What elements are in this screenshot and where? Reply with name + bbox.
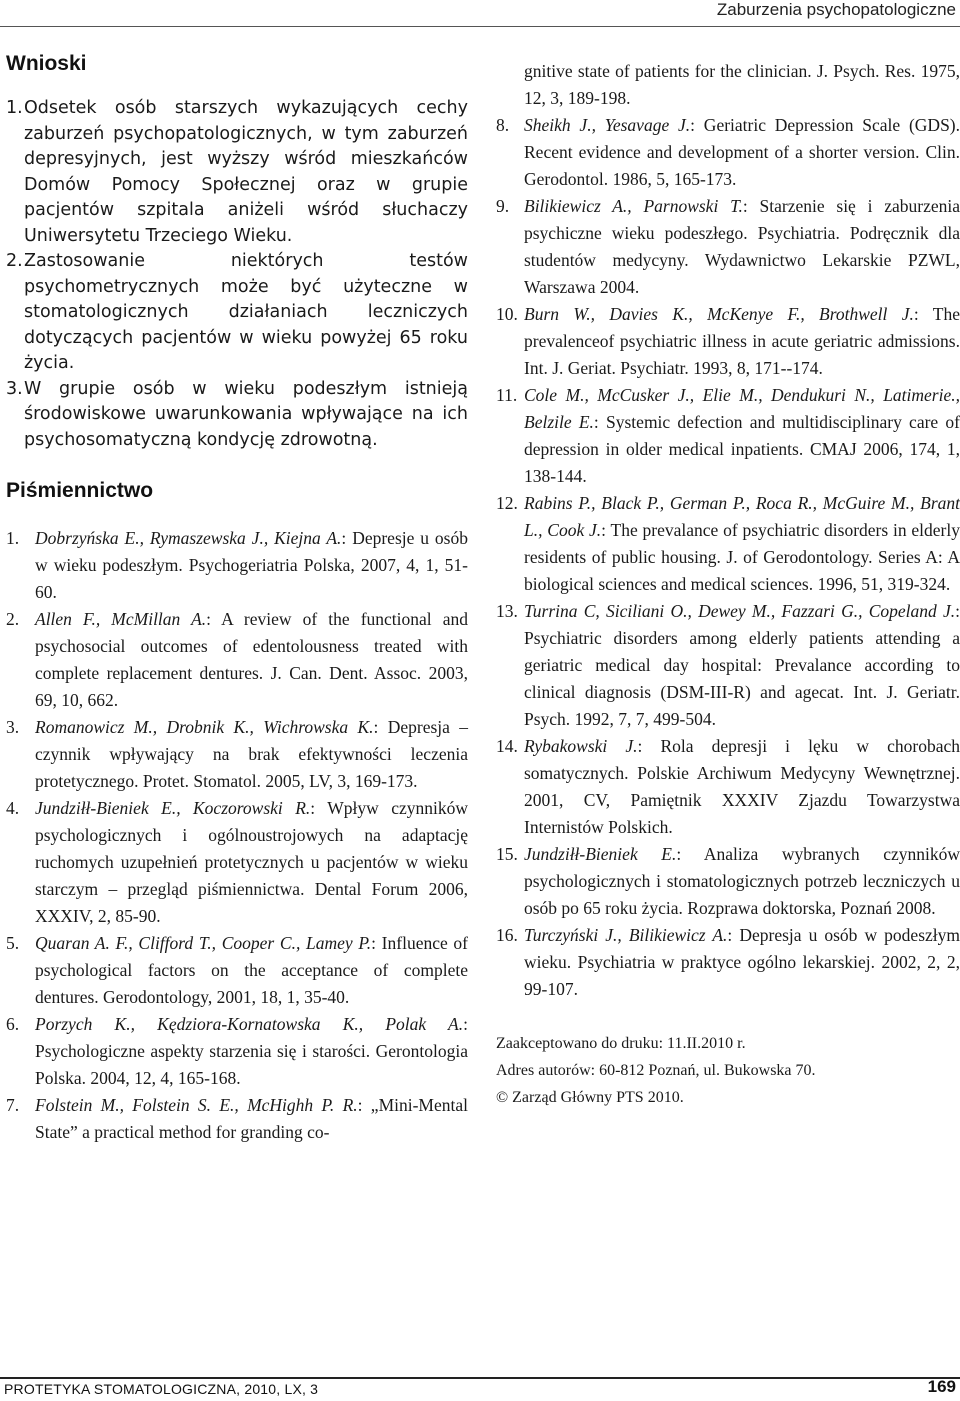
reference-authors: Folstein M., Folstein S. E., McHighh P. R. [35, 1095, 358, 1115]
reference-number: 1. [6, 528, 20, 548]
reference-number: 5. [6, 933, 20, 953]
footer-rule [0, 1377, 960, 1379]
reference-item [496, 490, 960, 598]
reference-item [6, 1011, 468, 1092]
reference-details: : Psychologiczne aspekty starzenia się i starości. Gerontologia Polska. 2004, 12, 4, 165-168. [35, 1014, 468, 1088]
reference-authors: Turrina C, Siciliani O., Dewey M., Fazzari G., Copeland J. [524, 601, 956, 621]
reference-number: 12. [496, 493, 518, 513]
reference-authors: Quaran A. F., Clifford T., Cooper C., Lamey P. [35, 933, 372, 953]
references-list-right [496, 58, 960, 1003]
reference-authors: Cole M., McCusker J., Elie M., Dendukuri N., Latimerie., Belzile E. [524, 385, 960, 432]
header-rule [0, 26, 960, 27]
reference-item [6, 930, 468, 1011]
reference-authors: Sheikh J., Yesavage J. [524, 115, 691, 135]
reference-details: : Depresja – czynnik wpływający na brak efektywności leczenia protetycznego. Protet. Stomatol. 2005, LV, 3, 169-173. [35, 717, 468, 791]
reference-item [496, 733, 960, 841]
running-head: Zaburzenia psychopatologiczne [716, 0, 956, 19]
reference-authors: Jundziłł-Bieniek E. [524, 844, 677, 864]
right-column [496, 58, 960, 1111]
reference-authors: Allen F., McMillan A. [35, 609, 207, 629]
reference-number: 4. [6, 798, 20, 818]
reference-item [496, 112, 960, 193]
reference-details: : Wpływ czynników psychologicznych i ogólnoustrojowych na adaptację ruchomych uzupełnień protetycznych u pacjentów w wieku starczym – przegląd piśmiennictwa. Dental Forum 2006, XXXIV, 2, 85-90. [35, 798, 468, 926]
references-list-left [6, 525, 468, 1146]
reference-item [496, 922, 960, 1003]
reference-number: 3. [6, 717, 20, 737]
reference-number: 11. [496, 385, 518, 405]
conclusion-item [6, 377, 468, 454]
reference-details: : Psychiatric disorders among elderly patients attending a geriatric medical day hospital: Prevalance according to clinical diagnosis (DSM-III-R) and agecat. Int. J. Geriatr. Psych. 1992, 7, 7, 499-504. [524, 601, 960, 729]
conclusion-number: 2. [6, 251, 23, 271]
reference-item [6, 525, 468, 606]
reference-authors: Porzych K., Kędziora-Kornatowska K., Polak A. [35, 1014, 464, 1034]
reference-authors: Rybakowski J. [524, 736, 638, 756]
reference-authors: Jundziłł-Bieniek E., Koczorowski R. [35, 798, 311, 818]
reference-item [496, 382, 960, 490]
reference-number: 15. [496, 844, 518, 864]
conclusion-number: 1. [6, 98, 23, 118]
conclusion-item [6, 96, 468, 249]
reference-details: : Depresje u osób w wieku podeszłym. Psychogeriatria Polska, 2007, 4, 1, 51-60. [35, 528, 468, 602]
reference-item [496, 193, 960, 301]
reference-authors: Dobrzyńska E., Rymaszewska J., Kiejna A. [35, 528, 342, 548]
conclusion-text: Odsetek osób starszych wykazujących cechy zaburzeń psychopatologicznych, w tym zaburzeń depresyjnych, jest wyższy wśród mieszkańców Domów Pomocy Społecznej oraz w grupie pacjentów szpitala aniżeli wśród słuchaczy Uniwersytetu Trzeciego Wieku. [24, 98, 468, 246]
references-heading: Piśmiennictwo [6, 479, 154, 502]
reference-number: 8. [496, 115, 510, 135]
reference-details: : Analiza wybranych czynników psychologicznych i stomatologicznych potrzeb leczniczych u osób po 65 roku życia. Rozprawa doktorska, Poznań 2008. [524, 844, 960, 918]
journal-footer: PROTETYKA STOMATOLOGICZNA, 2010, LX, 3 [4, 1381, 319, 1397]
accepted-date: Zaakceptowano do druku: 11.II.2010 r. [496, 1035, 746, 1052]
reference-item [6, 714, 468, 795]
reference-number: 13. [496, 601, 518, 621]
reference-details: : Systemic defection and multidisciplinary care of depression in older medical inpatients. CMAJ 2006, 174, 1, 138-144. [524, 412, 960, 486]
conclusions-list [6, 96, 468, 453]
reference-details: : „Mini-Mental State” a practical method for granding co- [35, 1095, 468, 1142]
reference-continuation [496, 58, 960, 112]
reference-details: : Rola depresji i lęku w chorobach somatycznych. Polskie Archiwum Medycyny Wewnętrznej. 2001, CV, Pamiętnik XXXIV Zjazdu Towarzystwa Internistów Polskich. [524, 736, 960, 837]
conclusions-heading: Wnioski [6, 52, 87, 75]
reference-details: : Geriatric Depression Scale (GDS). Recent evidence and development of a shorter version. Clin. Gerodontol. 1986, 5, 165-173. [524, 115, 960, 189]
article-footnotes [496, 1030, 960, 1111]
reference-item [6, 606, 468, 714]
reference-details: : A review of the functional and psychosocial outcomes of edentolousness treated with complete replacement dentures. J. Can. Dent. Assoc. 2003, 69, 10, 662. [35, 609, 469, 710]
reference-authors: Turczyński J., Bilikiewicz A. [524, 925, 728, 945]
reference-number: 6. [6, 1014, 20, 1034]
reference-number: 9. [496, 196, 510, 216]
reference-authors: Bilikiewicz A., Parnowski T. [524, 196, 743, 216]
reference-number: 14. [496, 736, 518, 756]
reference-item [496, 301, 960, 382]
reference-item [6, 795, 468, 930]
reference-details: : Influence of psychological factors on the acceptance of complete dentures. Gerodontology, 2001, 18, 1, 35-40. [35, 933, 468, 1007]
reference-details: : The prevalenceof psychiatric illness in acute geriatric admissions. Int. J. Geriat. Psychiatr. 1993, 8, 171--174. [524, 304, 960, 378]
conclusion-number: 3. [6, 378, 23, 399]
author-address: Adres autorów: 60-812 Poznań, ul. Bukowska 70. [496, 1062, 816, 1079]
page-number: 169 [927, 1377, 956, 1396]
conclusion-item [6, 249, 468, 377]
reference-details: : Starzenie się i zaburzenia psychiczne wieku podeszłego. Psychiatria. Podręcznik dla studentów medycyny. Wydawnictwo Lekarskie PZWL, Warszawa 2004. [524, 196, 960, 297]
reference-number: 10. [496, 304, 518, 324]
conclusion-text: W grupie osób w wieku podeszłym istnieją środowiskowe uwarunkowania wpływające na ich psychosomatyczną kondycję zdrowotną. [24, 378, 468, 450]
copyright-notice: © Zarząd Główny PTS 2010. [496, 1089, 684, 1106]
reference-number: 2. [6, 609, 20, 629]
reference-item [496, 598, 960, 733]
reference-authors: Rabins P., Black P., German P., Roca R., McGuire M., Brant L., Cook J. [524, 493, 960, 540]
reference-authors: Romanowicz M., Drobnik K., Wichrowska K. [35, 717, 374, 737]
reference-number: 16. [496, 925, 518, 945]
reference-number: 7. [6, 1095, 20, 1115]
reference-item [6, 1092, 468, 1146]
left-column [6, 52, 468, 1146]
reference-authors: Burn W., Davies K., McKenye F., Brothwell J. [524, 304, 914, 324]
reference-details: : The prevalance of psychiatric disorders in elderly residents of public housing. J. of Gerodontology. Series A: A biological sciences and medical sciences. 1996, 51, 319-324. [524, 520, 960, 594]
conclusion-text: Zastosowanie niektórych testów psychometrycznych może być użyteczne w stomatologicznych działaniach leczniczych dotyczących pacjentów w wieku powyżej 65 roku życia. [24, 251, 468, 373]
reference-details: : Depresja u osób w podeszłym wieku. Psychiatria w praktyce ogólno lekarskiej. 2002, 2, 2, 99-107. [524, 925, 960, 999]
reference-details: gnitive state of patients for the clinician. J. Psych. Res. 1975, 12, 3, 189-198. [524, 61, 960, 108]
reference-item [496, 841, 960, 922]
